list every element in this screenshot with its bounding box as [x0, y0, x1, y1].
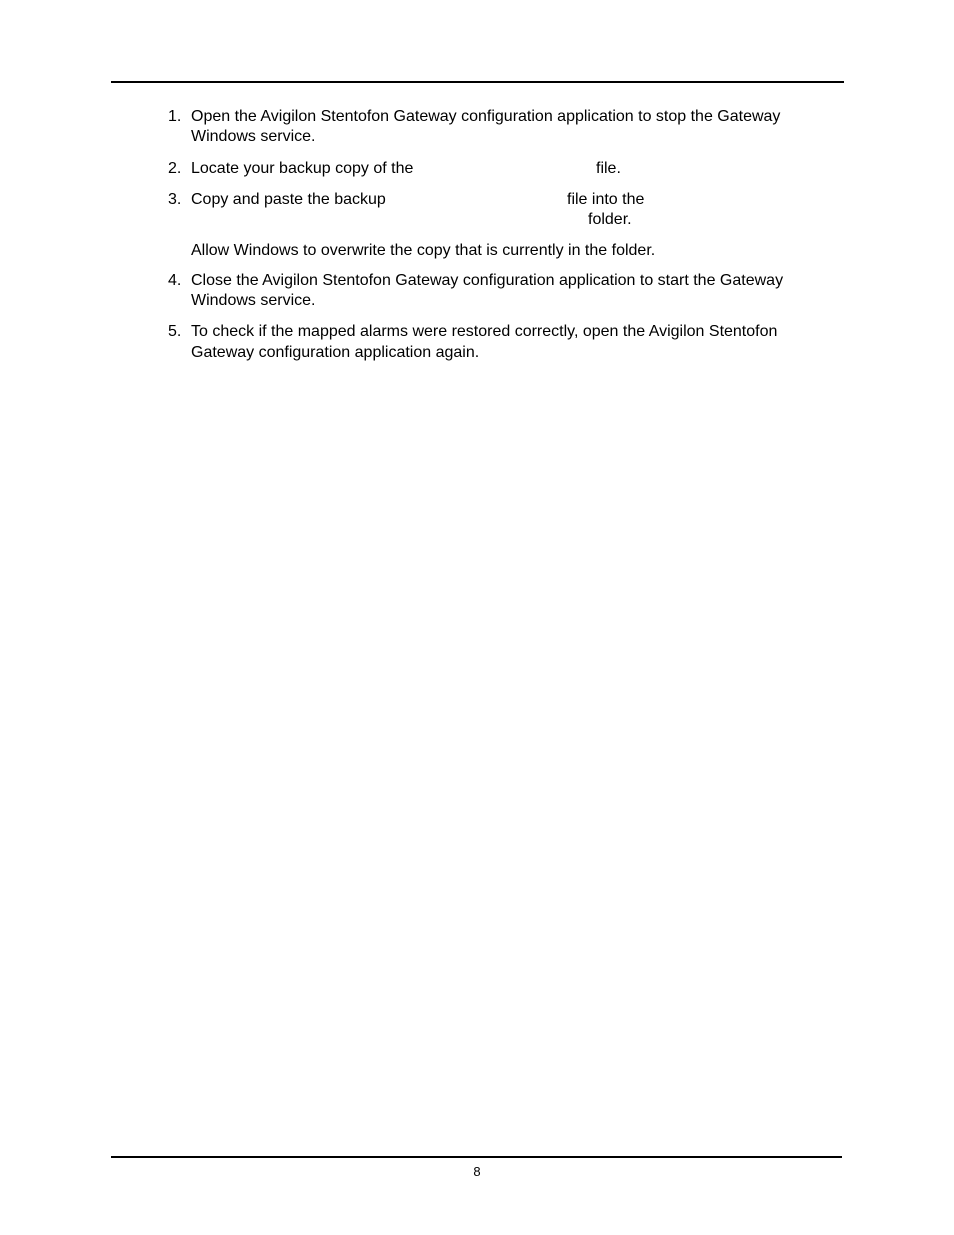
step-3-text-middle: file into the: [567, 191, 645, 208]
page-number: 8: [473, 1164, 481, 1179]
step-2-text-end: file.: [596, 160, 621, 177]
step-4-text-line-2: Windows service.: [191, 292, 316, 309]
step-1-text-line-1: Open the Avigilon Stentofon Gateway configuration application to stop the Gateway: [191, 108, 781, 125]
header-rule: [111, 81, 844, 83]
step-4-number: 4.: [168, 272, 182, 289]
step-1-text-line-2: Windows service.: [191, 128, 316, 145]
step-2-number: 2.: [168, 160, 182, 177]
step-3-note: Allow Windows to overwrite the copy that is currently in the folder.: [191, 242, 656, 259]
step-5-text-line-1: To check if the mapped alarms were restored correctly, open the Avigilon Stentofon: [191, 323, 778, 340]
footer-rule: [111, 1156, 842, 1158]
step-5-text-line-2: Gateway configuration application again.: [191, 344, 480, 361]
step-5-number: 5.: [168, 323, 182, 340]
step-3-text-start: Copy and paste the backup: [191, 191, 386, 208]
step-3-number: 3.: [168, 191, 182, 208]
step-2-text-start: Locate your backup copy of the: [191, 160, 414, 177]
step-4-text-line-1: Close the Avigilon Stentofon Gateway configuration application to start the Gateway: [191, 272, 784, 289]
step-3-text-end: folder.: [588, 211, 632, 228]
step-1-number: 1.: [168, 108, 182, 125]
